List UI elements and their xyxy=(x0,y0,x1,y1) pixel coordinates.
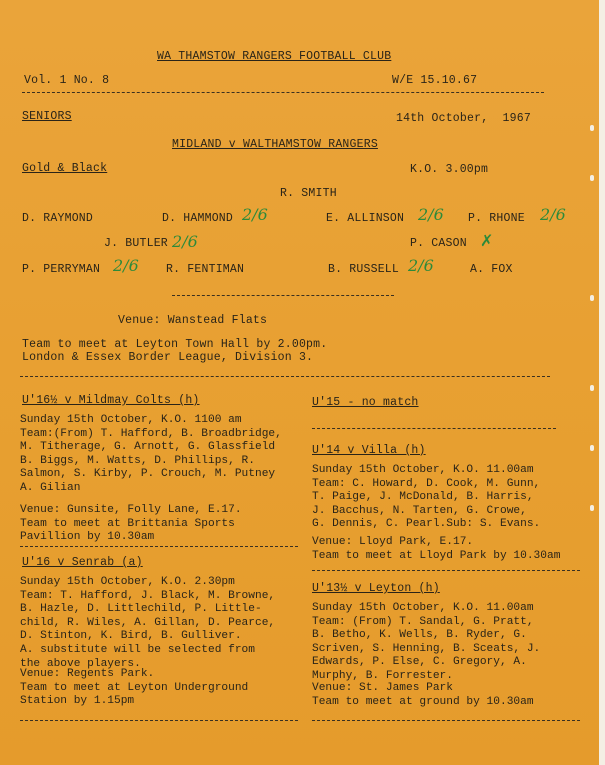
u14-villa-details xyxy=(312,464,540,532)
seniors-venue: Venue: Wanstead Flats xyxy=(118,314,268,327)
divider xyxy=(312,570,580,571)
detail-line: B. Betho, K. Wells, B. Ryder, G. xyxy=(312,629,527,642)
binder-hole xyxy=(590,175,594,181)
divider xyxy=(20,720,298,721)
player-goalkeeper: R. SMITH xyxy=(280,187,337,200)
divider xyxy=(172,295,394,296)
player: P. RHONE xyxy=(468,212,525,225)
detail-line: Team:(From) T. Hafford, B. Broadbridge, xyxy=(20,427,282,440)
detail-line: J. Bacchus, N. Tarten, G. Crowe, xyxy=(312,504,527,517)
player: R. FENTIMAN xyxy=(166,263,245,276)
detail-line: Sunday 15th October, K.O. 2.30pm xyxy=(20,576,235,588)
detail-line: Salmon, S. Kirby, P. Crouch, M. Putney xyxy=(20,468,276,481)
player: J. BUTLER xyxy=(104,237,168,250)
handwritten-fee: 2/6 xyxy=(172,232,198,251)
detail-line: Team: C. Howard, D. Cook, M. Gunn, xyxy=(312,477,541,490)
detail-line: A. Gilian xyxy=(20,481,81,494)
seniors-date: 14th October, 1967 xyxy=(396,112,531,125)
handwritten-fee: 2/6 xyxy=(418,205,444,224)
binder-hole xyxy=(590,505,594,511)
player: P. CASON xyxy=(410,237,467,250)
kick-off-time: K.O. 3.00pm xyxy=(410,163,489,176)
detail-line: Sunday 15th October, K.O. 1100 am xyxy=(20,414,242,426)
player: B. RUSSELL xyxy=(328,263,400,276)
detail-line: D. Stinton, K. Bird, B. Gulliver. xyxy=(20,630,242,643)
detail-line: T. Paige, J. McDonald, B. Harris, xyxy=(312,491,534,504)
binder-hole xyxy=(590,125,594,131)
divider xyxy=(312,720,580,721)
u16-senrab-details xyxy=(20,576,275,671)
u13-leyton-venue xyxy=(312,682,534,709)
detail-line: Sunday 15th October, K.O. 11.00am xyxy=(312,602,534,614)
venue-line: Team to meet at ground by 10.30am xyxy=(312,695,534,708)
u13-leyton-details xyxy=(312,602,540,684)
detail-line: A. substitute will be selected from xyxy=(20,643,255,656)
handwritten-fee: 2/6 xyxy=(242,205,268,224)
detail-line: Edwards, P. Else, C. Gregory, A. xyxy=(312,656,527,669)
detail-line: M. Titherage, G. Arnott, G. Glassfield xyxy=(20,441,276,454)
detail-line: Team: (From) T. Sandal, G. Pratt, xyxy=(312,615,534,628)
u16-mildmay-title: U'16½ v Mildmay Colts (h) xyxy=(22,394,200,407)
handwritten-fee: 2/6 xyxy=(113,256,139,275)
player: P. PERRYMAN xyxy=(22,263,101,276)
venue-line: Team to meet at Brittania Sports xyxy=(20,517,235,530)
player: A. FOX xyxy=(470,263,513,276)
u16-senrab-venue xyxy=(20,668,248,709)
divider xyxy=(20,546,298,547)
player: E. ALLINSON xyxy=(326,212,405,225)
venue-line: Venue: Gunsite, Folly Lane, E.17. xyxy=(20,504,242,516)
binder-hole xyxy=(590,445,594,451)
venue-line: Team to meet at Lloyd Park by 10.30am xyxy=(312,549,561,562)
week-ending: W/E 15.10.67 xyxy=(392,74,478,87)
seniors-fixture: MIDLAND v WALTHAMSTOW RANGERS xyxy=(172,138,378,151)
u14-villa-venue xyxy=(312,536,560,563)
detail-line: Sunday 15th October, K.O. 11.00am xyxy=(312,464,534,476)
divider xyxy=(312,428,556,429)
u15-title: U'15 - no match xyxy=(312,396,419,409)
u16-mildmay-details xyxy=(20,414,282,496)
venue-line: Venue: Regents Park. xyxy=(20,668,155,680)
divider xyxy=(20,376,550,377)
detail-line: Team: T. Hafford, J. Black, M. Browne, xyxy=(20,589,276,602)
handwritten-tick: ✗ xyxy=(480,231,494,250)
binder-hole xyxy=(590,295,594,301)
u13-leyton-title: U'13½ v Leyton (h) xyxy=(312,582,440,595)
detail-line: child, R. Wiles, A. Gillan, D. Pearce, xyxy=(20,616,276,629)
venue-line: Venue: St. James Park xyxy=(312,682,453,694)
seniors-meet: Team to meet at Leyton Town Hall by 2.00pm. xyxy=(22,338,328,351)
detail-line: B. Hazle, D. Littlechild, P. Little- xyxy=(20,603,262,616)
detail-line: the above players. xyxy=(20,657,141,670)
team-colours: Gold & Black xyxy=(22,162,108,175)
detail-line: Scriven, S. Henning, B. Sceats, J. xyxy=(312,642,541,655)
seniors-label: SENIORS xyxy=(22,110,72,123)
detail-line: B. Biggs, M. Watts, D. Phillips, R. xyxy=(20,454,255,467)
player: D. RAYMOND xyxy=(22,212,94,225)
divider xyxy=(22,92,544,93)
handwritten-fee: 2/6 xyxy=(540,205,566,224)
handwritten-fee: 2/6 xyxy=(408,256,434,275)
player: D. HAMMOND xyxy=(162,212,234,225)
u16-mildmay-venue xyxy=(20,504,242,545)
detail-line: Murphy, B. Forrester. xyxy=(312,669,453,682)
seniors-league: London & Essex Border League, Division 3. xyxy=(22,351,314,364)
u14-villa-title: U'14 v Villa (h) xyxy=(312,444,426,457)
venue-line: Station by 1.15pm xyxy=(20,695,135,708)
venue-line: Team to meet at Leyton Underground xyxy=(20,681,249,694)
binder-hole xyxy=(590,385,594,391)
club-title: WA THAMSTOW RANGERS FOOTBALL CLUB xyxy=(157,50,392,63)
volume-number: Vol. 1 No. 8 xyxy=(24,74,110,87)
venue-line: Pavillion by 10.30am xyxy=(20,531,155,544)
detail-line: G. Dennis, C. Pearl.Sub: S. Evans. xyxy=(312,518,541,531)
venue-line: Venue: Lloyd Park, E.17. xyxy=(312,536,474,548)
u16-senrab-title: U'16 v Senrab (a) xyxy=(22,556,143,569)
